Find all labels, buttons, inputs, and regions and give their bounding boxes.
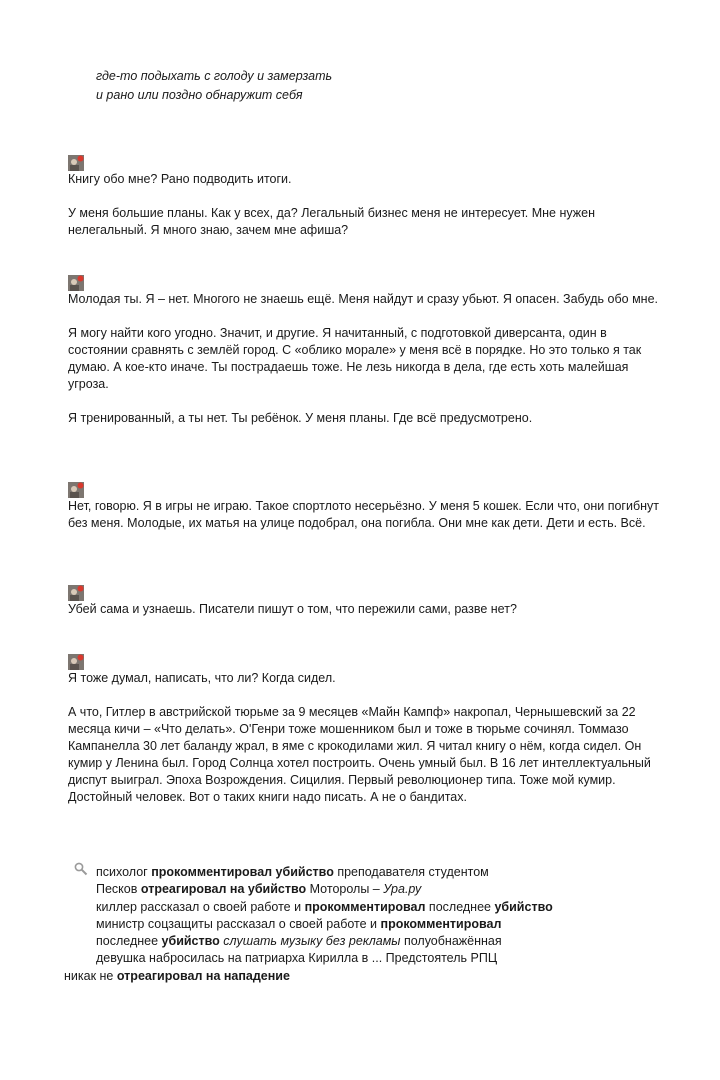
poem-line: где-то подыхать с голоду и замерзать [96, 69, 333, 83]
message-block [68, 155, 668, 239]
message-paragraph: Я тоже думал, написать, что ли? Когда сидел. [68, 671, 336, 685]
search-snippet [64, 864, 684, 985]
poem-line: и рано или поздно обнаружит себя [96, 88, 303, 102]
magnifier-icon [74, 862, 88, 876]
message-paragraph: Книгу обо мне? Рано подводить итоги. [68, 172, 292, 186]
search-result-line: киллер рассказал о своей работе и прокомментировал последнее убийство [96, 899, 553, 914]
poem-excerpt [96, 67, 332, 105]
user-avatar-icon [68, 275, 84, 291]
user-avatar-icon [68, 155, 84, 171]
message-paragraph: А что, Гитлер в австрийской тюрьме за 9 месяцев «Майн Кампф» накропал, Чернышевский за 22 месяца кичи – «Что делать». О'Генри тоже мошенником был и тоже в тюрьме сочинял. Томмазо Кампанелла 30 лет баланду жрал, в яме с крокодилами жил. Я читал книгу о нём, когда сидел. Он кумир у Ленина был. Город Солнца хотел построить. Очень умный был. В 16 лет интеллектуальный диспут выиграл. Эпоха Возрождения. Сицилия. Первый революционер типа. Тоже мой кумир. Достойный человек. Вот о таких книги надо писать. А не о бандитах. [68, 705, 651, 804]
search-result-line: последнее убийство слушать музыку без рекламы полуобнажённая [96, 934, 502, 949]
search-result-line: министр соцзащиты рассказал о своей работе и прокомментировал [96, 916, 502, 931]
message-paragraph: Молодая ты. Я – нет. Многого не знаешь ещё. Меня найдут и сразу убьют. Я опасен. Забудь обо мне. [68, 292, 659, 306]
user-avatar-icon [68, 585, 84, 601]
search-result-line: Песков отреагировал на убийство Моторолы – Ура.ру [96, 882, 422, 897]
user-avatar-icon [68, 654, 84, 670]
message-block [68, 275, 668, 427]
search-result-line: психолог прокомментировал убийство преподавателя студентом [96, 865, 489, 879]
message-paragraph: Нет, говорю. Я в игры не играю. Такое спортлото несерьёзно. У меня 5 кошек. Если что, они погибнут без меня. Молодые, их матья на улице подобрал, она погибла. Они мне как дети. Дети и есть. Всё. [68, 499, 659, 530]
message-paragraph: У меня большие планы. Как у всех, да? Легальный бизнес меня не интересует. Мне нужен нелегальный. Я много знаю, зачем мне афиша? [68, 206, 595, 237]
message-paragraph: Я тренированный, а ты нет. Ты ребёнок. У меня планы. Где всё предусмотрено. [68, 411, 533, 425]
message-block [68, 482, 668, 532]
message-paragraph: Убей сама и узнаешь. Писатели пишут о том, что пережили сами, разве нет? [68, 602, 517, 616]
message-paragraph: Я могу найти кого угодно. Значит, и другие. Я начитанный, с подготовкой диверсанта, один в состоянии сравнять с землёй город. С «облико морале» у меня всё в порядке. Но это только я так думаю. А кое-кто иначе. Ты пострадаешь тоже. Не лезь никогда в дела, где есть хоть малейшая угроза. [68, 326, 642, 391]
message-block [68, 585, 668, 618]
search-result-line: девушка набросилась на патриарха Кирилла в ... Предстоятель РПЦ [96, 951, 498, 966]
search-result-line: никак не отреагировал на нападение [64, 968, 290, 983]
user-avatar-icon [68, 482, 84, 498]
message-block [68, 654, 668, 806]
